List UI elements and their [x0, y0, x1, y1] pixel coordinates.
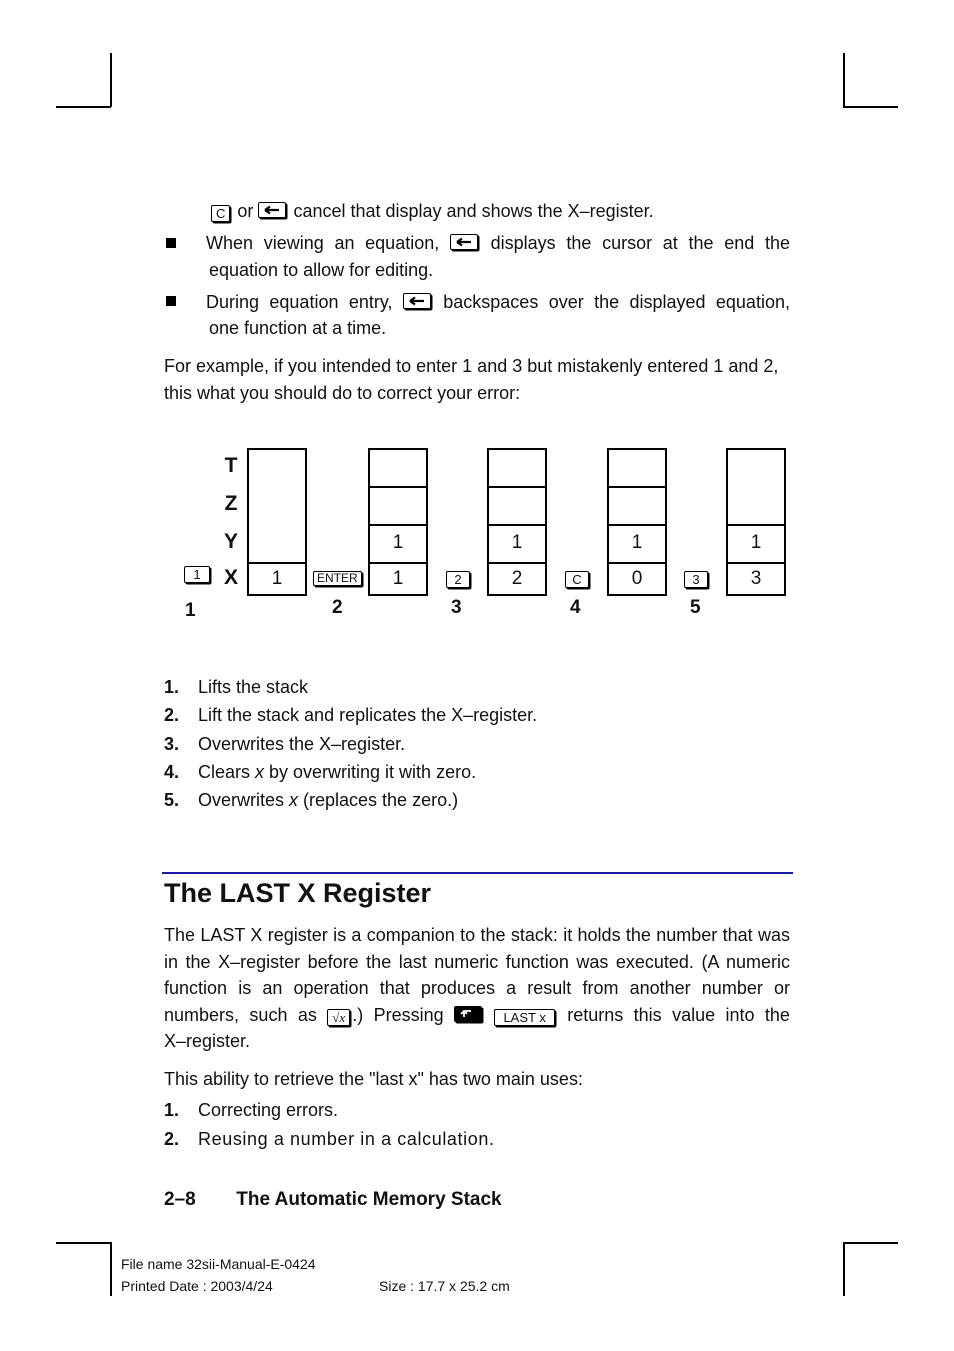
list-item: 2. Lift the stack and replicates the X–register. — [164, 705, 538, 726]
printed-date: Printed Date : 2003/4/24 — [121, 1278, 273, 1294]
para-line: in the X–register before the last numeric function was executed. (A numeric — [164, 951, 790, 972]
list-item: 5. Overwrites x (replaces the zero.) — [164, 790, 459, 811]
stack-diagram — [0, 0, 954, 640]
lastx-paragraph — [164, 922, 790, 1055]
x-cell: 0 — [609, 562, 665, 596]
x-cell: 3 — [728, 562, 784, 596]
step-number: 2 — [332, 597, 343, 618]
c-key-icon: C — [565, 571, 589, 588]
para-line: X–register. — [164, 1031, 251, 1051]
print-size: Size : 17.7 x 25.2 cm — [379, 1278, 510, 1294]
lastx-key: LAST x — [494, 1009, 554, 1026]
example-line-1: For example, if you intended to enter 1 and 3 but mistakenly entered 1 and 2, — [164, 356, 779, 376]
x-cell: 1 — [370, 562, 426, 596]
page-number: 2–8 — [164, 1189, 196, 1210]
y-cell: 1 — [609, 524, 665, 562]
bullet-2-text-b: backspaces over the displayed equation, — [443, 292, 790, 312]
or-text: or — [237, 201, 254, 221]
y-cell: 1 — [370, 524, 426, 562]
list-item: 2. Reusing a number in a calculation. — [164, 1129, 495, 1149]
crop-mark — [843, 1242, 845, 1296]
list-item: 3. Overwrites the X–register. — [164, 733, 406, 754]
crop-mark — [110, 1242, 112, 1296]
stack-register-3 — [487, 448, 547, 596]
register-label-x: X — [223, 566, 238, 589]
bullet-2-cont: one function at a time. — [209, 318, 387, 338]
step-number: 3 — [451, 597, 462, 618]
step-number: 1 — [185, 600, 196, 621]
example-line-2: this what you should do to correct your error: — [164, 383, 521, 403]
bullet-1-text-b: displays the cursor at the end the — [490, 233, 790, 253]
y-cell: 1 — [728, 524, 784, 562]
crop-mark — [843, 1242, 898, 1244]
bullet-1-cont: equation to allow for editing. — [209, 260, 434, 280]
step-number: 5 — [690, 597, 701, 618]
para-line: The LAST X register is a companion to the stack: it holds the number that was — [164, 925, 790, 945]
uses-list — [164, 1096, 495, 1154]
key-3-icon: 3 — [684, 571, 708, 588]
sqrt-x-key: √x — [327, 1009, 350, 1026]
z-cell — [489, 486, 545, 524]
cancel-text: cancel that display and shows the X–register. — [293, 201, 654, 221]
section-rule — [162, 872, 793, 874]
bullet-2-text-a: During equation entry, — [206, 292, 393, 312]
stack-register-5 — [726, 448, 786, 596]
stack-register-1 — [247, 448, 307, 596]
para-line: numbers, such as √x .) Pressing LAST x returns this value into the — [164, 1004, 790, 1025]
register-label-z: Z — [224, 492, 238, 515]
list-item: 4. Clears x by overwriting it with zero. — [164, 761, 477, 782]
z-cell — [609, 486, 665, 524]
stack-register-2 — [368, 448, 428, 596]
register-label-t: T — [224, 454, 238, 477]
step-number: 4 — [570, 597, 581, 618]
list-item: 1. Correcting errors. — [164, 1100, 339, 1120]
key-1-icon: 1 — [184, 566, 210, 583]
para-line: function is an operation that produces a result from another number or — [164, 978, 790, 998]
register-label-y: Y — [223, 530, 238, 553]
chapter-title: The Automatic Memory Stack — [236, 1189, 502, 1210]
step-notes-list — [164, 673, 537, 814]
key-2-icon: 2 — [446, 571, 470, 588]
z-cell — [370, 486, 426, 524]
list-item: 1. Lifts the stack — [164, 677, 309, 697]
bullet-1-text-a: When viewing an equation, — [206, 233, 440, 253]
enter-key-icon: ENTER — [313, 571, 362, 586]
file-name: File name 32sii-Manual-E-0424 — [121, 1256, 316, 1272]
x-cell: 2 — [489, 562, 545, 596]
uses-intro: This ability to retrieve the "last x" has two main uses: — [164, 1069, 583, 1089]
x-cell: 1 — [249, 562, 305, 596]
y-cell: 1 — [489, 524, 545, 562]
c-key: C — [211, 205, 230, 222]
shift-key-icon — [454, 1006, 482, 1022]
section-title: The LAST X Register — [164, 878, 432, 908]
crop-mark — [56, 1242, 111, 1244]
stack-register-4 — [607, 448, 667, 596]
page-footer — [164, 1189, 502, 1211]
